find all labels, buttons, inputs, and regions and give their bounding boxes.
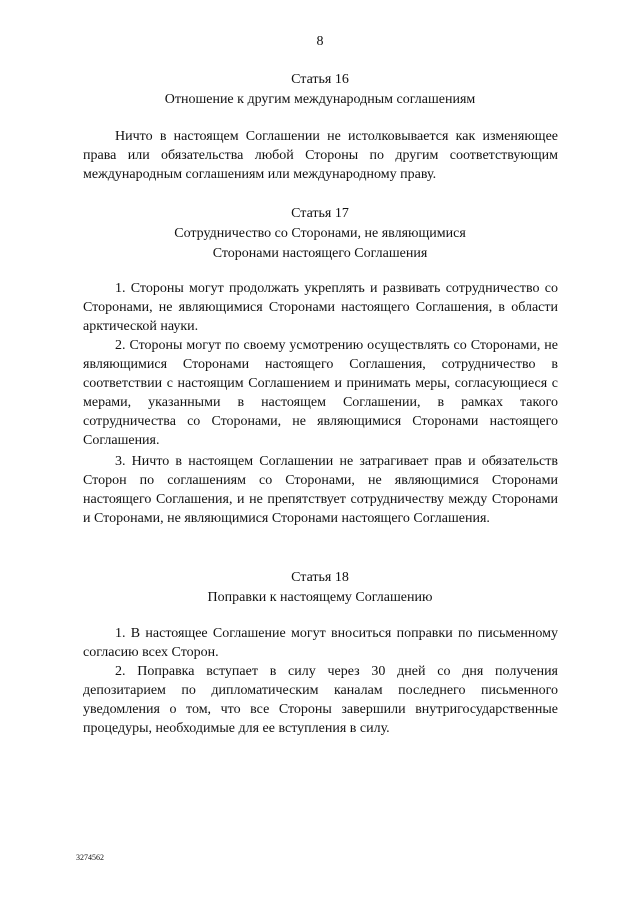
article-17-paragraph-3: 3. Ничто в настоящем Соглашении не затрагивает прав и обязательств Сторон по соглашениям со Сторонами, не являющимися Сторонами настоящего Соглашения, и не препятствует сотрудничеству между Сторонами и Сторонами, не являющимися Сторонами настоящего Соглашения.	[83, 454, 558, 526]
article-18-paragraph-1: 1. В настоящее Соглашение могут вноситься поправки по письменному согласию всех Сторон.	[83, 626, 558, 660]
article-18-title: Поправки к настоящему Соглашению	[207, 590, 433, 605]
article-16-paragraph-1: Ничто в настоящем Соглашении не истолковывается как изменяющее права или обязательства любой Стороны по другим соответствующим международным соглашениям или международному праву.	[83, 129, 558, 182]
article-17-label: Статья 17	[291, 206, 349, 221]
article-17-heading	[120, 204, 520, 264]
article-17-paragraph-2: 2. Стороны могут по своему усмотрению осуществлять со Сторонами, не являющимися Сторонами настоящего Соглашения, сотрудничество в соответствии с настоящим Соглашением и принимать меры, согласующиеся с мерами, указанными в настоящем Соглашении, в рамках такого сотрудничества со Сторонами, не являющимися Сторонами настоящего Соглашения.	[83, 338, 558, 448]
article-18-paragraph-2: 2. Поправка вступает в силу через 30 дней со дня получения депозитарием по дипломатическим каналам последнего письменного уведомления о том, что все Стороны завершили внутригосударственные процедуры, необходимые для ее вступления в силу.	[83, 664, 558, 736]
article-16-heading	[120, 70, 520, 110]
article-17-paragraph-1: 1. Стороны могут продолжать укреплять и развивать сотрудничество со Сторонами, не являющимися Сторонами настоящего Соглашения, в области арктической науки.	[83, 281, 558, 334]
article-16-title: Отношение к другим международным соглашениям	[164, 92, 476, 107]
article-18-label: Статья 18	[291, 570, 349, 585]
article-17-title-line-2: Сторонами настоящего Соглашения	[212, 246, 428, 261]
article-16-label: Статья 16	[291, 72, 349, 87]
page-number: 8	[316, 34, 324, 49]
document-code: 3274562	[76, 853, 104, 862]
article-17-title-line-1: Сотрудничество со Сторонами, не являющимися	[174, 226, 466, 241]
article-18-heading	[120, 568, 520, 608]
